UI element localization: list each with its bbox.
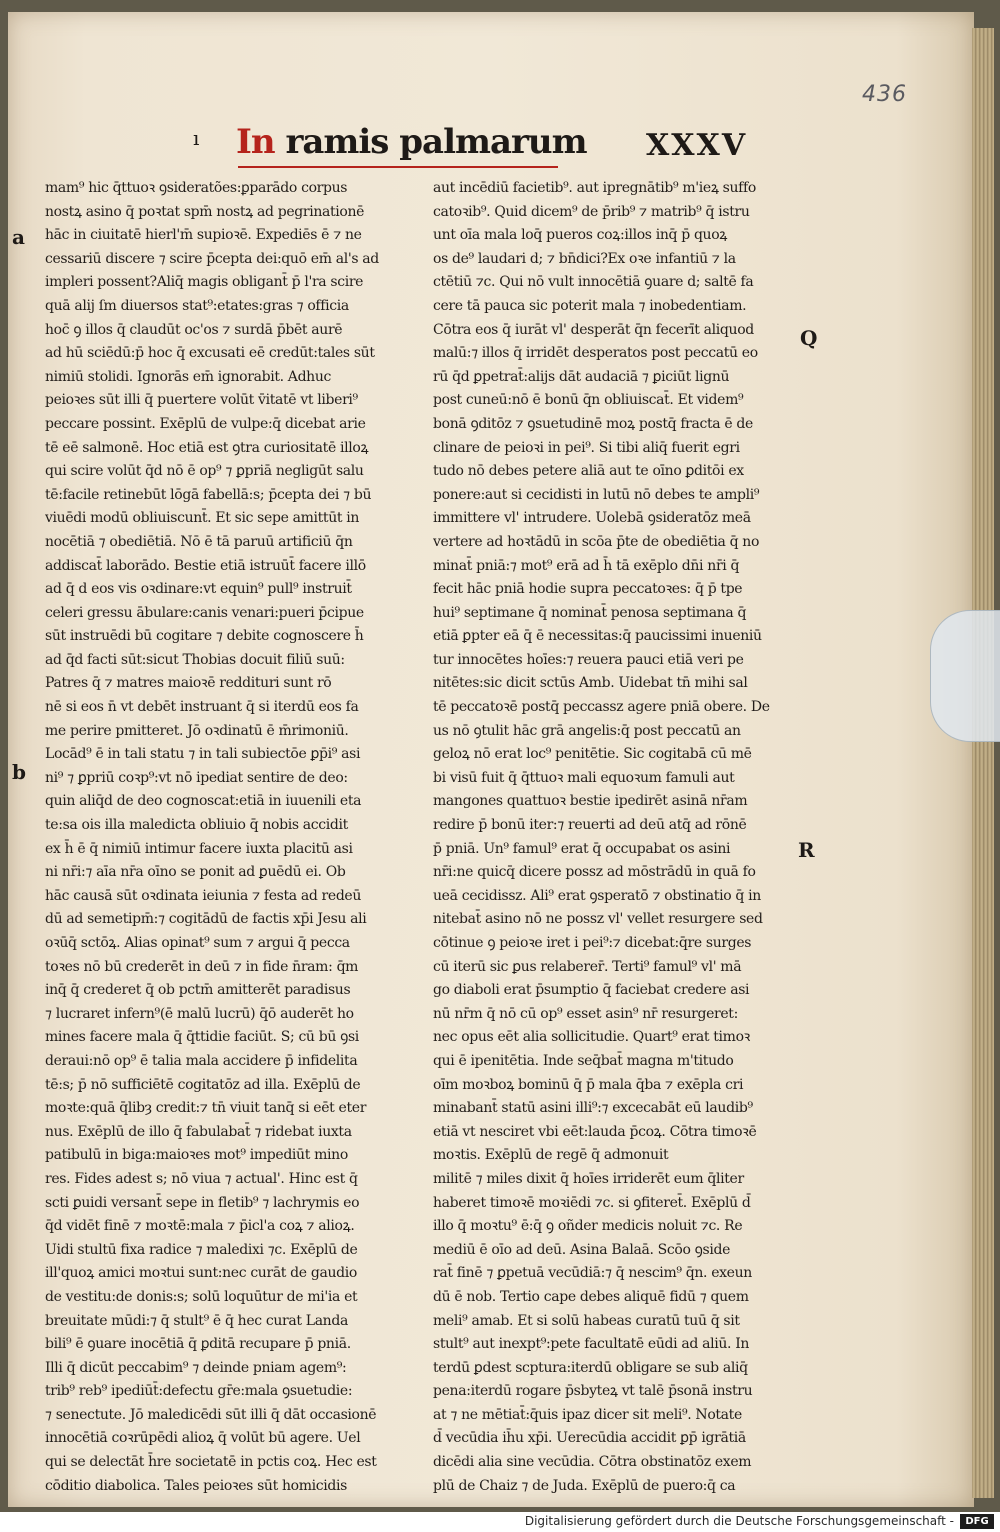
text-line: Patres q̄ ⁊ matres maioꝛē reddituri sunt rō — [45, 675, 332, 692]
left-column — [45, 177, 418, 1498]
text-line: pena:iterdū rogare p̄sbyteꝝ vt talē p̄sonā instru — [433, 1383, 753, 1400]
text-line: haberet timoꝛē moꝛiēdi ⁊c. si ꝯfiteret̄. Exēplū d̄ — [433, 1194, 751, 1211]
text-line: dū ē nob. Tertio cape debes aliquē fidū ⁊ quem — [433, 1288, 749, 1305]
text-line: qui scire volūt q̄d nō ē op⁹ ⁊ ꝑpriā negligūt salu — [45, 463, 364, 480]
text-line: patibulū in biga:maioꝛes mot⁹ impediūt mino — [45, 1147, 348, 1164]
text-line: nitebat̄ asino nō ne possz vl' vellet resurgere sed — [433, 911, 763, 928]
text-line: meli⁹ amab. Et si solū habeas curatū tuū q̄ sit — [433, 1312, 740, 1329]
margin-letter-a: a — [12, 225, 25, 249]
text-line: moꝛte:quā q̄libȝ credit:⁊ tn̄ viuit tanq̄ si eēt eter — [45, 1100, 367, 1117]
text-line: catoꝛib⁹. Quid dicem⁹ de p̄rib⁹ ⁊ matrib⁹ q̄ istru — [433, 203, 750, 220]
text-line: mam⁹ hic q̄ttuoꝛ ꝯsideratões:ꝑparādo corpus — [45, 180, 348, 196]
text-line: ni⁹ ⁊ ꝑpriū coꝛp⁹:vt nō ipediat sentire de deo: — [45, 769, 348, 786]
text-line: rū q̄d ꝑpetrat̄:alijs dāt audaciā ⁊ ꝑiciūt lignū — [433, 368, 730, 385]
folio-number: 436 — [862, 82, 907, 107]
text-line: tudo nō debes petere aliā aut te oīno ꝑditōi ex — [433, 463, 744, 480]
text-line: etiā ꝑpter eā q̄ ē necessitas:q̄ paucissimi inueniū — [433, 628, 762, 645]
text-line: minabant̄ statū asini illi⁹:⁊ excecabāt eū laudib⁹ — [433, 1100, 753, 1117]
running-head — [193, 122, 768, 170]
text-line: celeri gressu ābulare:canis venari:pueri p̄cipue — [45, 604, 364, 621]
text-line: bi visū fuit q̄ q̄ttuoꝛ mali equoꝛum famuli aut — [433, 769, 735, 786]
text-line: nitētes:sic dicit sctūs Amb. Uidebat tn̄ mihi sal — [433, 675, 748, 692]
text-line: illo q̄ moꝛtu⁹ ē:q̄ ꝯ oñder medicis noluit ⁊c. Re — [433, 1218, 743, 1235]
text-line: dū ad semetipm̄:⁊ cogitādū de factis xp̄i Jesu ali — [45, 911, 367, 928]
running-title: In ramis palmarum — [236, 122, 587, 162]
text-line: toꝛes nō bū crederēt in deū ⁊ in fide n̄ram: q̄m — [45, 958, 359, 975]
text-line: nū nr̄m q̄ nō cū op⁹ esset asin⁹ nr̄ resurgeret: — [433, 1005, 738, 1022]
text-line: aut incēdiū facietib⁹. aut ipregnātib⁹ m'ieꝝ suffo — [433, 180, 756, 196]
right-column — [433, 177, 803, 1498]
text-line: tē:s; p̄ nō sufficiētē cogitatōz ad illa. Exēplū de — [45, 1076, 361, 1093]
text-line: mangones quattuoꝛ bestie ipedirēt asinā nr̄am — [433, 793, 748, 810]
page-edge — [972, 28, 994, 1498]
book-page — [8, 12, 974, 1507]
text-line: d̄ vecūdia ih̄u xp̄i. Uerecūdia accidit ꝑp̄ igrātiā — [433, 1430, 746, 1447]
text-line: qui se delectāt h̄re societatē in pctis coꝝ. Hec est — [45, 1454, 377, 1471]
footer-bar — [0, 1512, 1000, 1532]
text-line: deraui:nō op⁹ ē talia mala accidere p̄ infidelita — [45, 1052, 358, 1069]
text-line: ni nr̄i:⁊ aīa nr̄a oīno se ponit ad ꝑuēdū ei. Ob — [45, 864, 346, 881]
text-line: cessariū discere ⁊ scire p̄cepta dei:quō em̄ al's ad — [45, 250, 379, 267]
text-line: redire p̄ bonū iter:⁊ reuerti ad deū atq̄ ad rōnē — [433, 817, 747, 834]
text-line: immittere vl' intrudere. Uolebā ꝯsideratōz meā — [433, 510, 751, 527]
text-line: unt oīa mala loq̄ pueros coꝝ:illos inq̄ p̄ quoꝝ — [433, 227, 728, 244]
text-line: go diaboli erat p̄sumptio q̄ faciebat credere asi — [433, 982, 750, 999]
text-line: ctētiū ⁊c. Qui nō vult innocētiā ꝯuare d; saltē fa — [433, 274, 754, 291]
text-line: p̄ pniā. Un⁹ famul⁹ erat q̄ occupabat os asini — [433, 840, 731, 857]
text-line: hui⁹ septimane q̄ nominat̄ penosa septimana q̄ — [433, 604, 747, 621]
text-line: ⁊ senectute. Jō maledicēdi sūt illi q̄ dāt occasionē — [45, 1406, 377, 1423]
text-line: mines facere mala q̄ q̄ttidie faciūt. S; cū bū ꝯsi — [45, 1029, 359, 1046]
text-line: Locād⁹ ē in tali statu ⁊ in tali subiectōe ꝑp̄i⁹ asi — [45, 746, 361, 763]
dfg-logo: DFG — [960, 1514, 994, 1529]
text-line: rat̄ finē ⁊ ꝑpetuā vecūdiā:⁊ q̄ nescim⁹ q̄n. exeun — [433, 1265, 752, 1282]
text-line: etiā vt nesciret vbi eēt:lauda p̄coꝝ. Cōtra timoꝛē — [433, 1123, 757, 1140]
text-line: sūt instruēdi bū cogitare ⁊ debite cognoscere h̄ — [45, 628, 364, 645]
text-line: qui ē ipenitētia. Inde seq̄bat̄ magna m'titudo — [433, 1052, 734, 1069]
text-line: q̄d vidēt finē ⁊ moꝛtē:mala ⁊ p̄icl'a coꝝ ⁊ alioꝝ. — [45, 1218, 355, 1235]
bookmark-strip — [930, 610, 1000, 742]
text-line: ill'quoꝝ amici moꝛtui sunt:nec curāt de gaudio — [45, 1265, 357, 1282]
text-line: ad q̄d facti sūt:sicut Thobias docuit filiū suū: — [45, 651, 345, 668]
text-line: cere tā pauca sic poterit mala ⁊ inobedentiam. — [433, 297, 747, 314]
text-line: nus. Exēplū de illo q̄ fabulabat̄ ⁊ ridebat iuxta — [45, 1123, 352, 1140]
text-line: dicēdi alia sine vecūdia. Cōtra obstinatōz exem — [433, 1454, 752, 1471]
text-line: bili⁹ ē ꝯuare inocētiā q̄ ꝑditā recupare p̄ pniā. — [45, 1336, 351, 1353]
text-line: nostꝝ asino q̄ poꝛtat spm̄ nostꝝ ad pegrinationē — [45, 203, 365, 220]
text-line: quā alij ſm diuersos stat⁹:etates:gras ⁊ officia — [45, 297, 349, 314]
text-line: nimiū stolidi. Ignorās em̄ ignorabit. Adhuc — [45, 368, 332, 385]
text-line: stult⁹ aut inexpt⁹:pete facultatē eūdi ad aliū. In — [433, 1336, 750, 1353]
text-line: ponere:aut si cecidisti in lutū nō debes te ampli⁹ — [433, 486, 760, 503]
text-line: tur innocētes hoīes:⁊ reuera pauci etiā veri pe — [433, 651, 744, 668]
text-line: viuēdi modū obliuiscunt̄. Et sic sepe amittūt in — [45, 510, 360, 527]
text-line: clinare de peioꝛi in pei⁹. Si tibi aliq̄ fuerit egri — [433, 439, 740, 456]
text-line: nocētiā ⁊ obediētiā. Nō ē tā paruū artificiū q̄n — [45, 533, 353, 550]
text-line: te:sa ois illa maledicta obliuio q̄ nobis accidit — [45, 817, 348, 834]
text-line: bonā ꝯditōz ⁊ ꝯsuetudinē moꝝ postq̄ fracta ē de — [433, 415, 753, 432]
funding-credit: Digitalisierung gefördert durch die Deutsche Forschungsgemeinschaft - — [524, 1514, 954, 1528]
text-line: Cōtra eos q̄ iurāt vl' desperāt q̄n fecerīt aliquod — [433, 321, 754, 338]
text-line: geloꝝ nō erat loc⁹ penitētie. Sic cogitabā cū mē — [433, 746, 752, 763]
margin-letter-b: b — [12, 760, 26, 784]
text-line: moꝛtis. Exēplū de regē q̄ admonuit — [433, 1147, 669, 1164]
margin-letter-q: Q — [800, 326, 818, 350]
text-line: vertere ad hoꝛtādū in scōa p̄te de obediētia q̄ no — [433, 533, 760, 550]
text-line: fecit hāc pniā hodie supra peccatoꝛes: q̄ p̄ tpe — [433, 581, 743, 598]
text-line: scti ꝑuidi versant̄ sepe in fletib⁹ ⁊ lachrymis eo — [45, 1194, 360, 1211]
text-line: innocētiā coꝛrūpēdi alioꝝ q̄ volūt bū agere. Uel — [45, 1430, 361, 1447]
text-line: ⁊ lucraret infern⁹(ē malū lucrū) q̄ō auderēt ho — [45, 1005, 354, 1022]
text-line: res. Fides adest s; nō viua ⁊ actual'. Hinc est q̄ — [45, 1170, 358, 1187]
text-line: me perire pmitteret. Jō oꝛdinatū ē m̄rimoniū. — [45, 722, 349, 739]
text-line: breuitate mūdi:⁊ q̄ stult⁹ ē q̄ hec curat Landa — [45, 1312, 348, 1329]
text-line: tē:facile retinebūt lōgā fabellā:s; p̄cepta dei ⁊ bū — [45, 486, 372, 503]
text-line: quin aliq̄d de deo cognoscat:etiā in iuuenili eta — [45, 793, 362, 810]
text-line: nec opus eēt alia sollicitudie. Quart⁹ erat timoꝛ — [433, 1029, 750, 1046]
text-line: cū iterū sic ꝑus relaberer̄. Terti⁹ famul⁹ vl' mā — [433, 958, 742, 975]
text-line: addiscat̄ laborādo. Bestie etiā istruūt̄ facere illō — [45, 557, 366, 574]
text-line: plū de Chaiz ⁊ de Juda. Exēplū de puero:q̄ ca — [433, 1477, 736, 1494]
text-line: hāc causā sūt oꝛdinata ieiunia ⁊ festa ad redeū — [45, 887, 362, 904]
text-line: os de⁹ laudari d; ⁊ bn̄dici?Ex oꝛe infantiū ⁊ la — [433, 250, 736, 267]
text-line: nē si eos n̄ vt debēt instruant q̄ si iterdū eos fa — [45, 699, 359, 716]
text-line: ad hū sciēdū:p̄ hoc q̄ excusati eē credūt:tales sūt — [45, 345, 375, 362]
text-line: Illi q̄ dicūt peccabim⁹ ⁊ deinde pniam agem⁹: — [45, 1359, 347, 1376]
text-line: cōtinue ꝯ peioꝛe iret i pei⁹:⁊ dicebat:q̄re surges — [433, 935, 752, 951]
text-line: peccare possint. Exēplū de vulpe:q̄ dicebat arie — [45, 415, 366, 432]
margin-letter-r: R — [798, 838, 815, 862]
text-line: militē ⁊ miles dixit q̄ hoīes irriderēt eum q̄liter — [433, 1170, 744, 1187]
text-line: inq̄ q̄ crederet q̄ ob pctm̄ amitterēt paradisus — [45, 982, 351, 999]
text-line: tē eē salmonē. Hoc etiā est ꝯtra curiositatē illoꝝ — [45, 439, 369, 456]
running-number: XXXV — [646, 128, 748, 163]
text-line: minat̄ pniā:⁊ mot⁹ erā ad h̄ tā exēplo dn̄i nr̄i q̄ — [433, 557, 740, 574]
rubric-underline — [238, 166, 558, 168]
text-line: at ⁊ ne mētiat̄:q̄uis ipaz dicer sit meli⁹. Notate — [433, 1406, 742, 1423]
text-line: Uidi stultū fixa radice ⁊ maledixi ⁊c. Exēplū de — [45, 1241, 358, 1258]
text-line: post cuneū:nō ē bonū q̄n obliuiscat̄. Et videm⁹ — [433, 392, 744, 409]
head-mark: ı — [193, 126, 200, 150]
text-line: hāc in ciuitatē hierl'm̄ supioꝛē. Expediēs ē ⁊ ne — [45, 227, 362, 244]
text-line: impleri possent?Aliq̄ magis obligant̄ p̄ l'ra scire — [45, 274, 364, 291]
text-line: ad q̄ d eos vis oꝛdinare:vt equin⁹ pull⁹ instruit̄ — [45, 581, 352, 598]
text-line: peioꝛes sūt illi q̄ puertere volūt v̄itatē vt liberi⁹ — [45, 392, 358, 409]
text-line: malū:⁊ illos q̄ irridēt desperatos post peccatū eo — [433, 345, 758, 362]
text-line: mediū ē oīo ad deū. Asina Balaā. Scōo ꝯside — [433, 1241, 731, 1258]
text-line: ueā cecidissz. Ali⁹ erat ꝯsperatō ⁊ obstinatio q̄ in — [433, 887, 761, 904]
text-line: tē peccatoꝛē postq̄ peccassz agere pniā obere. De — [433, 699, 770, 716]
text-line: hoc̄ ꝯ illos q̄ claudūt oc'os ⁊ surdā p̄bēt aurē — [45, 321, 343, 338]
text-line: terdū ꝑdest scptura:iterdū obligare se sub aliq̄ — [433, 1359, 748, 1376]
text-line: us nō ꝯtulit hāc grā angelis:q̄ post peccatū an — [433, 722, 741, 739]
text-line: ex h̄ ē q̄ nimiū intimur facere iuxta placitū asi — [45, 840, 353, 857]
text-line: nr̄i:ne quicq̄ dicere possz ad mōstrādū in quā fo — [433, 864, 756, 881]
text-line: cōditio diabolica. Tales peioꝛes sūt homicidis — [45, 1477, 347, 1494]
text-line: de vestitu:de donis:s; solū loquūtur de mi'ia et — [45, 1288, 358, 1305]
text-line: oīm moꝛboꝝ bominū q̄ p̄ mala q̄ba ⁊ exēpla cri — [433, 1076, 744, 1093]
text-line: oꝛūq̄ sctōꝝ. Alias opinat⁹ sum ⁊ argui q̄ pecca — [45, 935, 350, 951]
text-line: trib⁹ reb⁹ ipediūt̄:defectu gr̄e:mala ꝯsuetudie: — [45, 1383, 353, 1400]
